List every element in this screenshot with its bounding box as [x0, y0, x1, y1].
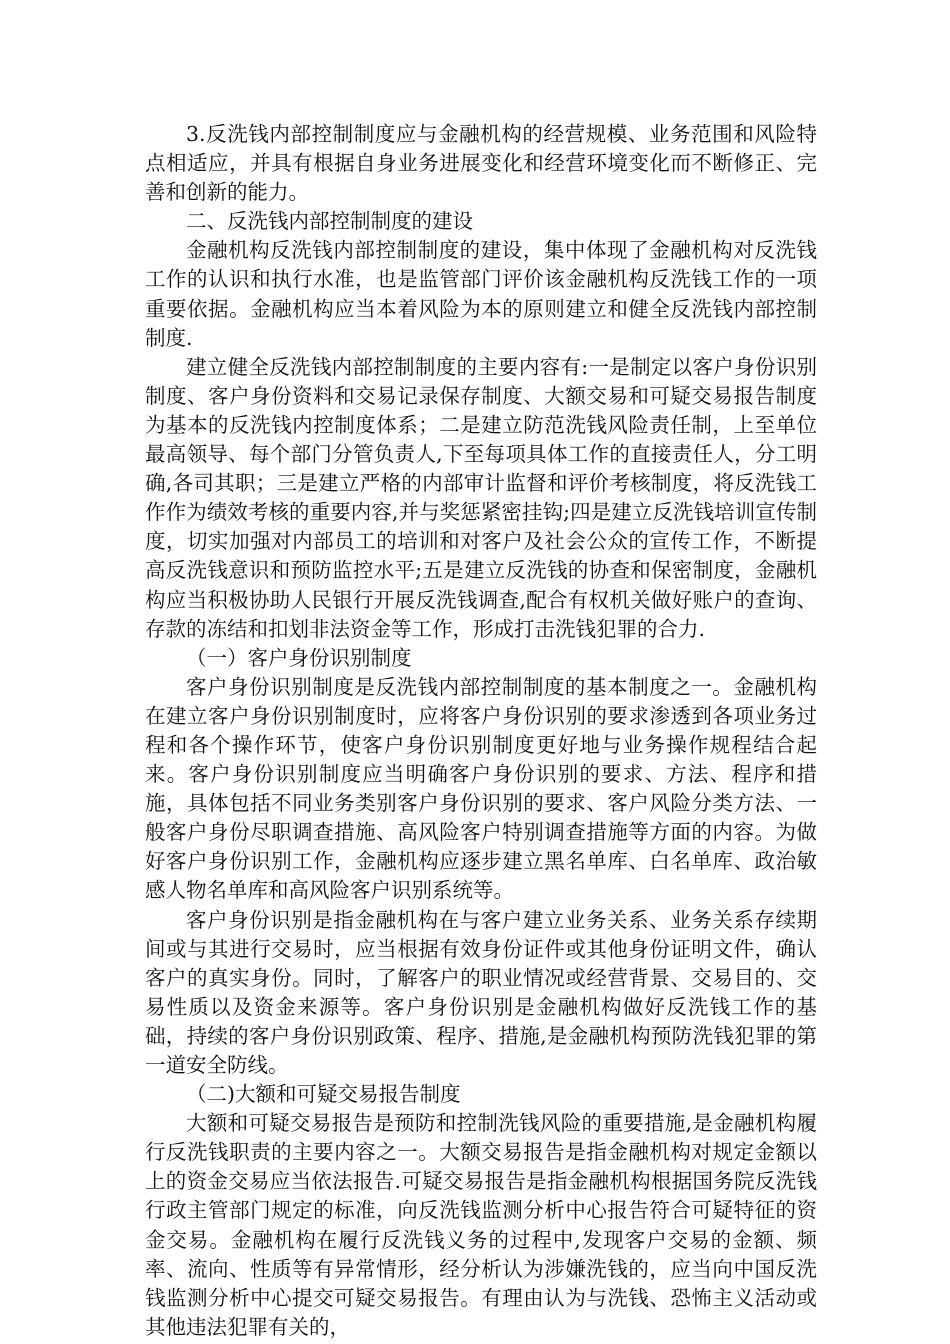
paragraph-large-suspicious-report: 大额和可疑交易报告是预防和控制洗钱风险的重要措施,是金融机构履行反洗钱职责的主要内容之一。大额交易报告是指金融机构对规定金额以上的资金交易应当依法报告.可疑交易报告是指金融机构根据国务院反洗钱行政主管部门规定的标准，向反洗钱监测分析中心报告符合可疑特征的资金交易。金融机构在履行反洗钱义务的过程中,发现客户交易的金额、频率、流向、性质等有异常情形，经分析认为涉嫌洗钱的，应当向中国反洗钱监测分析中心提交可疑交易报告。有理由认为与洗钱、恐怖主义活动或其他违法犯罪有关的，	[145, 1111, 817, 1339]
paragraph-customer-id-system: 客户身份识别制度是反洗钱内部控制制度的基本制度之一。金融机构在建立客户身份识别制度时，应将客户身份识别的要求渗透到各项业务过程和各个操作环节，使客户身份识别制度更好地与业务操作规程结合起来。客户身份识别制度应当明确客户身份识别的要求、方法、程序和措施，具体包括不同业务类别客户身份识别的要求、客户风险分类方法、一般客户身份尽职调查措施、高风险客户特别调查措施等方面的内容。为做好客户身份识别工作，金融机构应逐步建立黑名单库、白名单库、政治敏感人物名单库和高风险客户识别系统等。	[145, 674, 817, 903]
paragraph-main-contents: 建立健全反洗钱内部控制制度的主要内容有:一是制定以客户身份识别制度、客户身份资料和交易记录保存制度、大额交易和可疑交易报告制度为基本的反洗钱内控制度体系；二是建立防范洗钱风险责任制，上至单位最高领导、每个部门分管负责人,下至每项具体工作的直接责任人，分工明确,各司其职；三是建立严格的内部审计监督和评价考核制度，将反洗钱工作作为绩效考核的重要内容,并与奖惩紧密挂钩;四是建立反洗钱培训宣传制度，切实加强对内部员工的培训和对客户及社会公众的宣传工作，不断提高反洗钱意识和预防监控水平;五是建立反洗钱的协查和保密制度，金融机构应当积极协助人民银行开展反洗钱调查,配合有权机关做好账户的查询、存款的冻结和扣划非法资金等工作，形成打击洗钱犯罪的合力.	[145, 354, 817, 641]
subsection-heading-2: （二)大额和可疑交易报告制度	[186, 1082, 461, 1107]
section-heading-2: 二、反洗钱内部控制制度的建设	[186, 209, 473, 234]
paragraph-point-3: 3.反洗钱内部控制制度应与金融机构的经营规模、业务范围和风险特点相适应，并具有根据自身业务进展变化和经营环境变化而不断修正、完善和创新的能力。	[145, 122, 817, 205]
paragraph-construction-intro: 金融机构反洗钱内部控制制度的建设，集中体现了金融机构对反洗钱工作的认识和执行水准，也是监管部门评价该金融机构反洗钱工作的一项重要依据。金融机构应当本着风险为本的原则建立和健全反洗钱内部控制制度.	[145, 238, 817, 350]
paragraph-customer-id-definition: 客户身份识别是指金融机构在与客户建立业务关系、业务关系存续期间或与其进行交易时，应当根据有效身份证件或其他身份证明文件，确认客户的真实身份。同时，了解客户的职业情况或经营背景、交易目的、交易性质以及资金来源等。客户身份识别是金融机构做好反洗钱工作的基础，持续的客户身份识别政策、程序、措施,是金融机构预防洗钱犯罪的第一道安全防线。	[145, 907, 817, 1077]
subsection-heading-1: （一）客户身份识别制度	[186, 645, 412, 670]
document-page	[145, 120, 817, 1342]
